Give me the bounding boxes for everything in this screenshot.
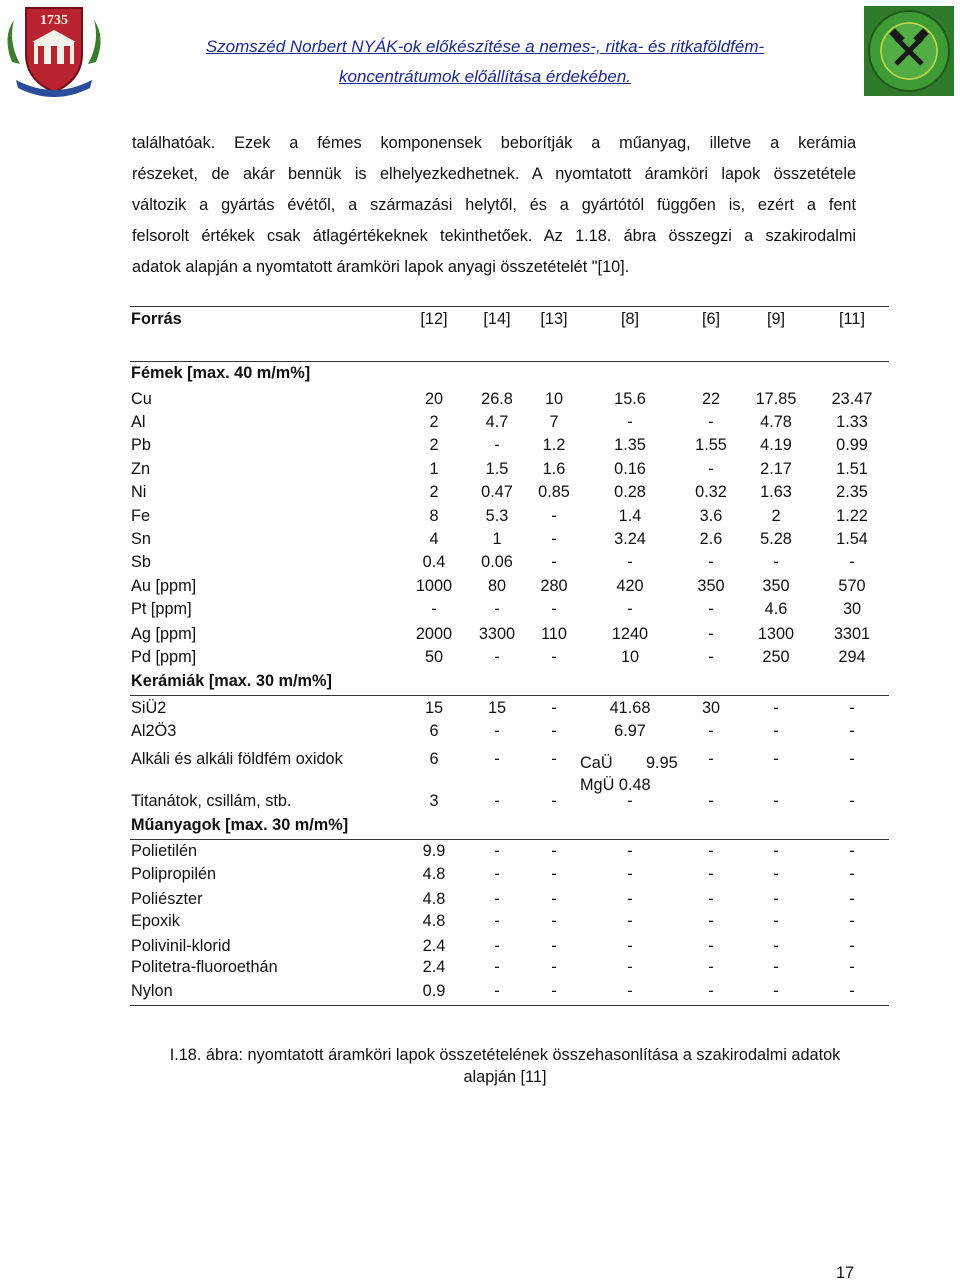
table-cell: 30: [701, 699, 721, 717]
table-cell: -: [708, 937, 714, 955]
table-cell: -: [551, 982, 557, 1000]
table-cell: -: [494, 865, 500, 883]
table-cell: 110: [541, 625, 567, 643]
header-title: [150, 32, 820, 92]
table-cell: 6: [429, 750, 439, 768]
table-cell: 26.8: [481, 390, 513, 408]
table-cell: -: [551, 553, 557, 571]
table-cell: -: [708, 722, 714, 740]
table-cell: -: [708, 865, 714, 883]
table-cell: 50: [424, 648, 444, 666]
table-cell: 5.3: [485, 507, 509, 525]
table-cell: 10: [620, 648, 640, 666]
table-cell: 0.06: [481, 553, 513, 571]
table-cell: 80: [487, 577, 507, 595]
table-cell: -: [627, 937, 633, 955]
table-cell: 2.35: [836, 483, 868, 501]
table-cell: 3.6: [699, 507, 723, 525]
table-cell: 23.47: [831, 390, 873, 408]
table-cell: 2: [429, 413, 439, 431]
table-cell: -: [708, 413, 714, 431]
table-cell: 1.6: [542, 460, 566, 478]
table-cell: -: [849, 722, 855, 740]
table-cell: -: [494, 600, 500, 618]
table-cell: -: [773, 982, 779, 1000]
table-cell: -: [849, 699, 855, 717]
table-bottom-rule: [130, 1005, 889, 1006]
table-row-label: Epoxik: [131, 912, 180, 930]
table-cell: 2: [429, 436, 439, 454]
caption-line1: I.18. ábra: nyomtatott áramköri lapok összetételének összehasonlítása a szakirodalmi adatok: [169, 1046, 841, 1064]
table-cell: 22: [701, 390, 721, 408]
table-cell: -: [773, 842, 779, 860]
table-cell: 15: [424, 699, 444, 717]
table-cell: 1.55: [695, 436, 727, 454]
table-cell: -: [494, 912, 500, 930]
table-cell: -: [494, 750, 500, 768]
table-cell: 294: [838, 648, 866, 666]
table-cell: 0.16: [614, 460, 646, 478]
table-row-label: Cu: [131, 390, 152, 408]
table-header-ref: [14]: [483, 310, 511, 328]
table-cell: 1.35: [614, 436, 646, 454]
table-cell: 2.17: [760, 460, 792, 478]
table-cell: -: [773, 792, 779, 810]
table-cell: 2: [771, 507, 781, 525]
table-cell: 250: [762, 648, 790, 666]
header-title-line1: Szomszéd Norbert NYÁK-ok előkészítése a nemes-, ritka- és ritkaföldfém-: [205, 37, 765, 56]
table-cell: 1000: [415, 577, 453, 595]
table-cell: 1.4: [618, 507, 642, 525]
table-cell-oxide-value: 9.95: [646, 754, 678, 772]
table-cell: 2.4: [422, 937, 446, 955]
table-cell: 7: [549, 413, 559, 431]
table-top-rule: [130, 306, 889, 307]
table-cell: 2.6: [699, 530, 723, 548]
table-cell: 4.78: [760, 413, 792, 431]
table-row-label: Al2Ö3: [131, 722, 177, 740]
table-cell: 41.68: [609, 699, 651, 717]
table-cell: -: [849, 890, 855, 908]
table-cell: -: [494, 958, 500, 976]
table-cell: -: [849, 842, 855, 860]
table-cell: -: [849, 865, 855, 883]
table-cell: -: [551, 865, 557, 883]
table-cell: -: [627, 600, 633, 618]
table-cell: -: [708, 625, 714, 643]
table-cell: 1240: [611, 625, 649, 643]
table-cell: -: [773, 750, 779, 768]
table-row-label: Nylon: [131, 982, 173, 1000]
table-cell: 420: [616, 577, 644, 595]
table-cell: -: [849, 958, 855, 976]
table-cell: -: [773, 912, 779, 930]
table-cell: 4.8: [422, 912, 446, 930]
table-cell: -: [551, 750, 557, 768]
table-row-label: Ag [ppm]: [131, 625, 197, 643]
table-header-ref: [11]: [839, 310, 865, 328]
table-cell: -: [551, 937, 557, 955]
table-cell: 9.9: [422, 842, 446, 860]
table-cell: -: [494, 937, 500, 955]
table-row-label: Fe: [131, 507, 151, 525]
table-cell: -: [627, 413, 633, 431]
table-cell-mgo-note: MgÜ 0.48: [580, 776, 651, 794]
table-cell: -: [627, 842, 633, 860]
table-row-label: Alkáli és alkáli földfém oxidok: [131, 750, 343, 768]
table-cell: 1.51: [836, 460, 868, 478]
table-header-ref: [13]: [540, 310, 568, 328]
table-cell: -: [708, 912, 714, 930]
table-cell: 350: [762, 577, 790, 595]
table-row-label: Pd [ppm]: [131, 648, 197, 666]
paragraph-line: találhatóak. Ezek a fémes komponensek beborítják a műanyag, illetve a kerámia: [132, 134, 856, 152]
table-cell: -: [494, 722, 500, 740]
table-cell: -: [708, 842, 714, 860]
table-cell: 10: [544, 390, 564, 408]
table-cell: -: [627, 958, 633, 976]
table-cell: 15: [487, 699, 507, 717]
table-cell: -: [849, 982, 855, 1000]
table-cell: -: [494, 648, 500, 666]
table-cell: 6.97: [614, 722, 646, 740]
table-cell: 350: [697, 577, 725, 595]
table-cell: -: [627, 890, 633, 908]
table-header-rule: [130, 361, 889, 362]
table-row-label: Al: [131, 413, 146, 431]
table-cell: 0.4: [422, 553, 446, 571]
table-cell: -: [708, 750, 714, 768]
table-cell: -: [627, 912, 633, 930]
table-cell: -: [708, 958, 714, 976]
table-cell: 4.7: [485, 413, 509, 431]
header-title-line2: koncentrátumok előállítása érdekében.: [338, 67, 631, 86]
table-cell: -: [627, 553, 633, 571]
table-header-ref: [9]: [766, 310, 786, 328]
table-header-ref: [8]: [620, 310, 640, 328]
table-cell: -: [627, 792, 633, 810]
table-cell: 3.24: [614, 530, 646, 548]
table-cell: -: [849, 937, 855, 955]
table-cell: 5.28: [760, 530, 792, 548]
table-cell: -: [551, 958, 557, 976]
table-cell: -: [849, 750, 855, 768]
table-cell: -: [431, 600, 437, 618]
table-cell: 1.2: [542, 436, 566, 454]
table-cell: 2.4: [422, 958, 446, 976]
table-cell: 20: [424, 390, 444, 408]
table-row-label: Titanátok, csillám, stb.: [131, 792, 292, 810]
table-header-source: Forrás: [131, 310, 182, 328]
table-cell: -: [708, 460, 714, 478]
table-row-label: Sb: [131, 553, 151, 571]
table-cell: 1.5: [485, 460, 509, 478]
table-cell: 30: [842, 600, 862, 618]
page-number: 17: [836, 1264, 855, 1282]
table-cell: -: [551, 890, 557, 908]
table-cell: -: [551, 507, 557, 525]
table-cell: -: [708, 982, 714, 1000]
table-row-label: Sn: [131, 530, 151, 548]
table-cell: 0.28: [614, 483, 646, 501]
table-cell: -: [494, 792, 500, 810]
table-cell: 6: [429, 722, 439, 740]
table-cell: 15.6: [614, 390, 646, 408]
table-row-label: Politetra-fluoroethán: [131, 958, 278, 976]
figure-caption: [120, 1044, 890, 1088]
table-cell: -: [494, 842, 500, 860]
table-cell: 1: [429, 460, 439, 478]
paragraph-line: adatok alapján a nyomtatott áramköri lapok anyagi összetételét "[10].: [132, 258, 630, 276]
table-cell: -: [551, 600, 557, 618]
table-row-label: Zn: [131, 460, 151, 478]
table-cell-oxide-label: CaÜ: [580, 754, 613, 772]
table-cell: -: [551, 648, 557, 666]
body-paragraph: [132, 128, 856, 283]
table-row-label: Ni: [131, 483, 147, 501]
table-header-ref: [6]: [701, 310, 721, 328]
table-header-ref: [12]: [420, 310, 448, 328]
table-cell: 3300: [478, 625, 516, 643]
plastics-rule: [130, 839, 889, 840]
table-cell: -: [849, 553, 855, 571]
table-cell: -: [627, 982, 633, 1000]
table-cell: 1.22: [836, 507, 868, 525]
table-cell: -: [773, 958, 779, 976]
section-heading-metals: Fémek [max. 40 m/m%]: [131, 364, 311, 382]
table-cell: 1300: [757, 625, 795, 643]
table-cell: 1.63: [760, 483, 792, 501]
table-cell: -: [773, 699, 779, 717]
table-row-label: SiÜ2: [131, 699, 167, 717]
university-crest-logo: [2, 2, 106, 102]
table-cell: -: [627, 865, 633, 883]
table-cell: 3: [429, 792, 439, 810]
table-cell: -: [708, 792, 714, 810]
table-cell: -: [773, 890, 779, 908]
table-cell: -: [551, 722, 557, 740]
table-cell: 17.85: [755, 390, 797, 408]
table-cell: 0.47: [481, 483, 513, 501]
table-cell: 1.33: [836, 413, 868, 431]
table-cell: -: [494, 982, 500, 1000]
table-cell: 1: [492, 530, 502, 548]
table-cell: 0.9: [422, 982, 446, 1000]
crest-year-text: 1735: [40, 13, 68, 28]
table-cell: -: [773, 865, 779, 883]
table-cell: -: [551, 530, 557, 548]
table-cell: 0.99: [836, 436, 868, 454]
table-cell: 8: [429, 507, 439, 525]
section-heading-ceramics: Kerámiák [max. 30 m/m%]: [131, 672, 332, 690]
table-row-label: Pt [ppm]: [131, 600, 192, 618]
table-row-label: Au [ppm]: [131, 577, 197, 595]
table-cell: -: [551, 842, 557, 860]
table-cell: -: [708, 648, 714, 666]
table-cell: 1.54: [836, 530, 868, 548]
table-cell: -: [773, 553, 779, 571]
table-cell: -: [773, 937, 779, 955]
paragraph-line: változik a gyártás évétől, a származási helytől, és a gyártótól függően is, ezért a fent: [132, 196, 856, 214]
table-cell: -: [708, 553, 714, 571]
table-cell: -: [708, 600, 714, 618]
table-cell: 280: [540, 577, 568, 595]
table-cell: 0.32: [695, 483, 727, 501]
ceramics-rule: [130, 695, 889, 696]
table-cell: 4.19: [760, 436, 792, 454]
table-cell: -: [551, 699, 557, 717]
table-cell: 570: [838, 577, 866, 595]
table-cell: -: [551, 792, 557, 810]
table-cell: -: [773, 722, 779, 740]
table-cell: -: [494, 890, 500, 908]
table-cell: -: [708, 890, 714, 908]
section-heading-plastics: Műanyagok [max. 30 m/m%]: [131, 816, 349, 834]
faculty-seal-logo: [862, 2, 956, 98]
table-row-label: Polivinil-klorid: [131, 937, 231, 955]
table-cell: 4.8: [422, 890, 446, 908]
table-cell: 2000: [415, 625, 453, 643]
table-cell: -: [551, 912, 557, 930]
table-cell: -: [494, 436, 500, 454]
table-row-label: Poliészter: [131, 890, 203, 908]
table-cell: 3301: [833, 625, 871, 643]
table-cell: -: [849, 792, 855, 810]
paragraph-line: felsorolt értékek csak átlagértékeknek tekinthetőek. Az 1.18. ábra összegzi a szakirodalmi: [132, 227, 856, 245]
caption-line2: alapján [11]: [463, 1068, 547, 1086]
table-cell: 2: [429, 483, 439, 501]
table-row-label: Polipropilén: [131, 865, 217, 883]
table-cell: 4: [429, 530, 439, 548]
paragraph-line: részeket, de akár bennük is elhelyezkedhetnek. A nyomtatott áramköri lapok összetétele: [132, 165, 856, 183]
table-cell: 4.6: [764, 600, 788, 618]
table-cell: 0.85: [538, 483, 570, 501]
table-row-label: Polietilén: [131, 842, 198, 860]
table-row-label: Pb: [131, 436, 151, 454]
table-cell: -: [849, 912, 855, 930]
table-cell: 4.8: [422, 865, 446, 883]
